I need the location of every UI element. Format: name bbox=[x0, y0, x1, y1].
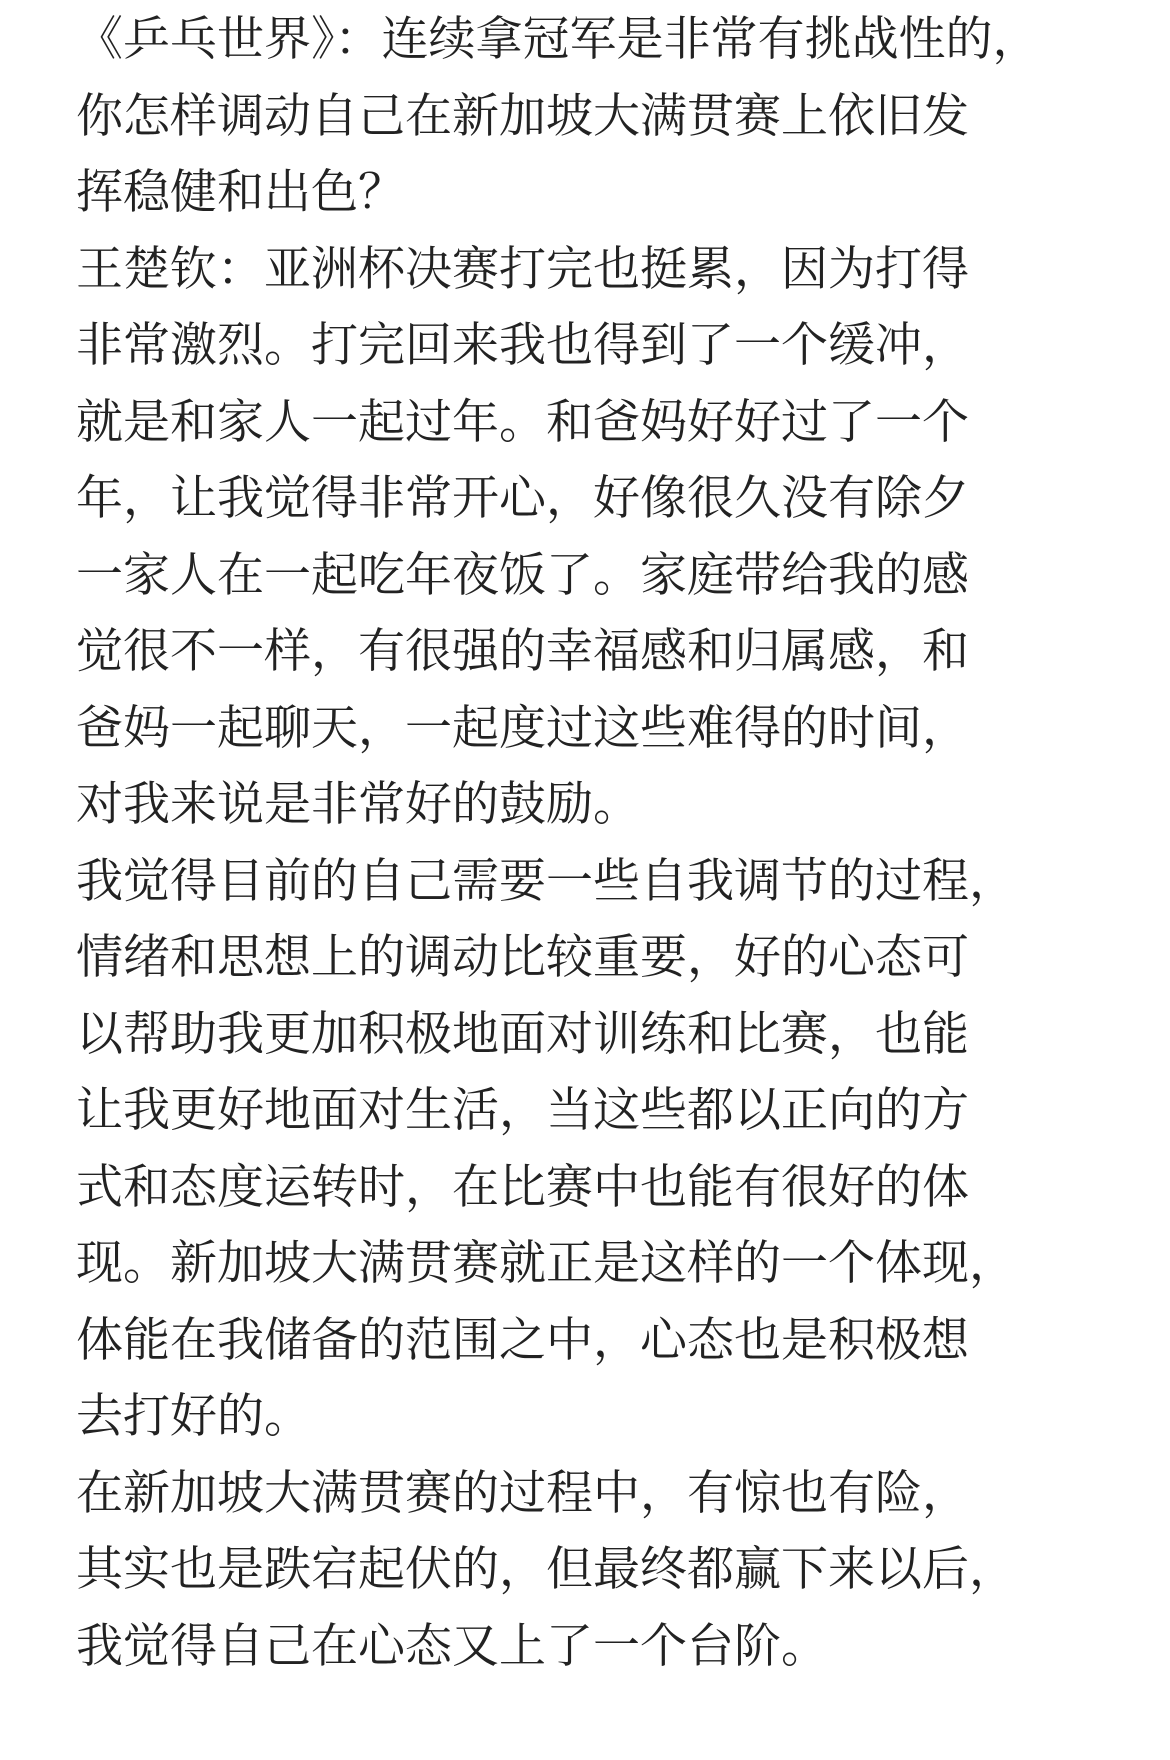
text-line: 现。新加坡大满贯赛就正是这样的一个体现， bbox=[76, 1236, 1016, 1291]
text-line: 体能在我储备的范围之中，心态也是积极想 bbox=[76, 1312, 969, 1368]
text-line: 去打好的。 bbox=[76, 1389, 311, 1444]
text-line: 情绪和思想上的调动比较重要，好的心态可 bbox=[76, 930, 969, 985]
text-line: 对我来说是非常好的鼓励。 bbox=[76, 777, 640, 832]
text-line: 非常激烈。打完回来我也得到了一个缓冲， bbox=[76, 318, 969, 373]
text-line: 觉很不一样，有很强的幸福感和归属感，和 bbox=[76, 624, 969, 679]
text-line: 《乒乓世界》：连续拿冠军是非常有挑战性的， bbox=[76, 12, 1040, 67]
text-line: 年，让我觉得非常开心，好像很久没有除夕 bbox=[76, 471, 969, 526]
text-line: 你怎样调动自己在新加坡大满贯赛上依旧发 bbox=[76, 88, 969, 144]
text-line: 挥稳健和出色？ bbox=[76, 165, 405, 220]
text-line: 我觉得自己在心态又上了一个台阶。 bbox=[76, 1618, 828, 1674]
text-line: 在新加坡大满贯赛的过程中，有惊也有险， bbox=[76, 1465, 969, 1521]
text-line: 我觉得目前的自己需要一些自我调节的过程， bbox=[76, 853, 1016, 909]
text-line: 王楚钦：亚洲杯决赛打完也挺累，因为打得 bbox=[76, 241, 969, 297]
text-line: 一家人在一起吃年夜饭了。家庭带给我的感 bbox=[76, 547, 969, 603]
text-line: 就是和家人一起过年。和爸妈好好过了一个 bbox=[76, 394, 969, 450]
text-line: 让我更好地面对生活，当这些都以正向的方 bbox=[76, 1083, 969, 1138]
text-line: 以帮助我更加积极地面对训练和比赛，也能 bbox=[76, 1006, 969, 1062]
text-line: 其实也是跌宕起伏的，但最终都赢下来以后， bbox=[76, 1542, 1016, 1597]
text-line: 爸妈一起聊天，一起度过这些难得的时间， bbox=[76, 700, 969, 756]
text-line: 式和态度运转时，在比赛中也能有很好的体 bbox=[76, 1159, 969, 1215]
